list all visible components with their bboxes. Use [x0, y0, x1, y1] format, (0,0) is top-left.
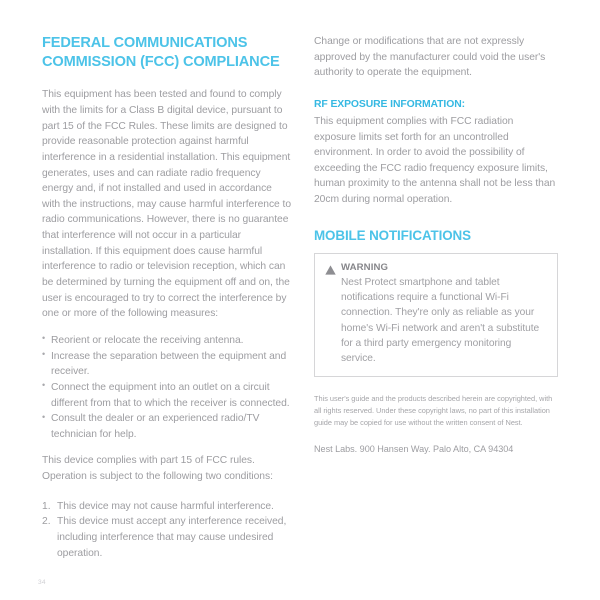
- operating-conditions-list: [42, 499, 292, 562]
- warning-text: Nest Protect smartphone and tablet notifications require a functional Wi-Fi connection. They're only as reliable as your home's Wi-Fi network and aren't a substitute for a third party emergency monitoring service.: [341, 276, 540, 365]
- mobile-notifications-heading: MOBILE NOTIFICATIONS: [314, 227, 471, 243]
- warning-triangle-icon: [325, 262, 336, 272]
- list-item: • Connect the equipment into an outlet on a circuit different from that to which the receiver is connected.: [42, 380, 292, 411]
- two-column-layout: [42, 34, 558, 561]
- list-item: This device may not cause harmful interference.: [57, 500, 274, 512]
- corrective-measures-list: [42, 333, 292, 442]
- list-item: • Consult the dealer or an experienced radio/TV technician for help.: [42, 411, 292, 442]
- warning-label: WARNING: [341, 261, 389, 273]
- fcc-compliance-paragraph: This equipment has been tested and found to comply with the limits for a Class B digital device, pursuant to part 15 of the FCC Rules. These limits are designed to provide reasonable protection against harmful interference in a residential installation. This equipment generates, uses and can radiate radio frequency energy and, if not installed and used in accordance with the instructions, may cause harmful interference to radio communications. However, there is no guarantee that interference will not occur in a particular installation. If this equipment does cause harmful interference to radio or television reception, which can be determined by turning the equipment off and on, the user is encouraged to try to correct the interference by one or more of the following measures:: [42, 89, 292, 320]
- modifications-paragraph: Change or modifications that are not expressly approved by the manufacturer could void the user's authority to operate the equipment.: [314, 36, 546, 79]
- list-item: This device must accept any interference received, including interference that may cause undesired operation.: [57, 516, 287, 559]
- page-number: 34: [38, 579, 46, 586]
- list-item: • Reorient or relocate the receiving antenna.: [42, 333, 292, 349]
- copyright-fineprint: This user's guide and the products described herein are copyrighted, with all rights reserved. Under these copyright laws, no part of this installation guide may be copied for use without the written consent of Nest.: [314, 393, 553, 427]
- right-column: [314, 34, 558, 561]
- part15-compliance-paragraph: This device complies with part 15 of FCC rules. Operation is subject to the following two conditions:: [42, 455, 273, 483]
- left-column: [42, 34, 292, 561]
- warning-callout-box: [314, 253, 558, 377]
- warning-header: [325, 262, 547, 273]
- rf-exposure-paragraph: This equipment complies with FCC radiation exposure limits set forth for an uncontrolled environment. In order to avoid the possibility of exceeding the FCC radio frequency exposure limits, human proximity to the antenna shall not be less than 20cm during normal operation.: [314, 115, 556, 206]
- list-item: • Increase the separation between the equipment and receiver.: [42, 349, 292, 380]
- page-title: FEDERAL COMMUNICATIONS COMMISSION (FCC) COMPLIANCE: [42, 35, 280, 70]
- company-address: Nest Labs. 900 Hansen Way. Palo Alto, CA 94304: [314, 443, 514, 454]
- rf-exposure-heading: RF EXPOSURE INFORMATION:: [314, 98, 465, 110]
